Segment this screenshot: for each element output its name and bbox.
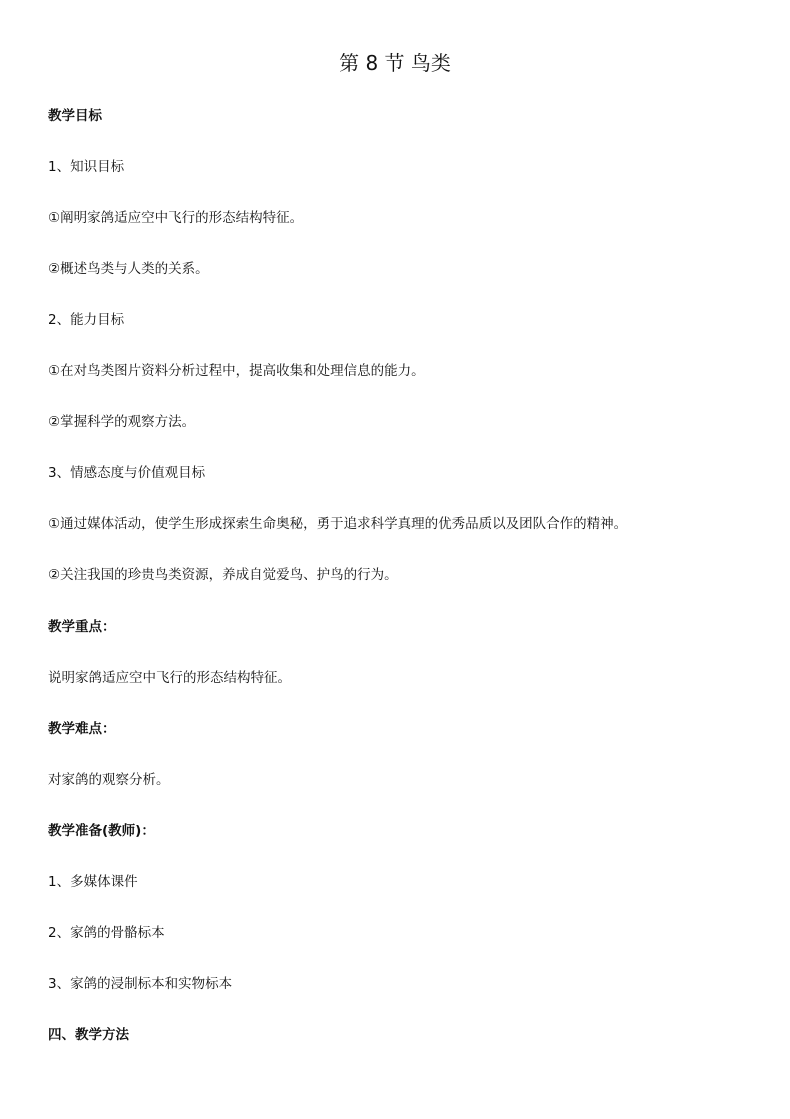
paragraph-attitude-goal-2: ②关注我国的珍贵鸟类资源，养成自觉爱鸟、护鸟的行为。 xyxy=(48,567,398,583)
section-heading-key-points: 教学重点： xyxy=(48,619,116,635)
paragraph-knowledge-goals: 1、知识目标 xyxy=(48,159,125,175)
paragraph-attitude-goal-1: ①通过媒体活动，使学生形成探索生命奥秘，勇于追求科学真理的优秀品质以及团队合作的精神。 xyxy=(48,516,628,532)
paragraph-knowledge-goal-1: ①阐明家鸽适应空中飞行的形态结构特征。 xyxy=(48,210,304,226)
paragraph-preparation-3: 3、家鸽的浸制标本和实物标本 xyxy=(48,976,233,992)
paragraph-attitude-goals: 3、情感态度与价值观目标 xyxy=(48,465,206,481)
paragraph-preparation-2: 2、家鸽的骨骼标本 xyxy=(48,925,165,941)
paragraph-ability-goal-1: ①在对鸟类图片资料分析过程中，提高收集和处理信息的能力。 xyxy=(48,363,425,379)
paragraph-ability-goals: 2、能力目标 xyxy=(48,312,125,328)
paragraph-key-points: 说明家鸽适应空中飞行的形态结构特征。 xyxy=(48,670,291,686)
paragraph-ability-goal-2: ②掌握科学的观察方法。 xyxy=(48,414,196,430)
section-heading-teaching-methods: 四、教学方法 xyxy=(48,1027,129,1043)
section-heading-preparation: 教学准备(教师)： xyxy=(48,823,155,839)
section-heading-difficulties: 教学难点： xyxy=(48,721,116,737)
document-title: 第 8 节 鸟类 xyxy=(339,51,451,75)
paragraph-knowledge-goal-2: ②概述鸟类与人类的关系。 xyxy=(48,261,209,277)
paragraph-preparation-1: 1、多媒体课件 xyxy=(48,874,138,890)
paragraph-difficulties: 对家鸽的观察分析。 xyxy=(48,772,170,788)
section-heading-teaching-goals: 教学目标 xyxy=(48,108,102,124)
